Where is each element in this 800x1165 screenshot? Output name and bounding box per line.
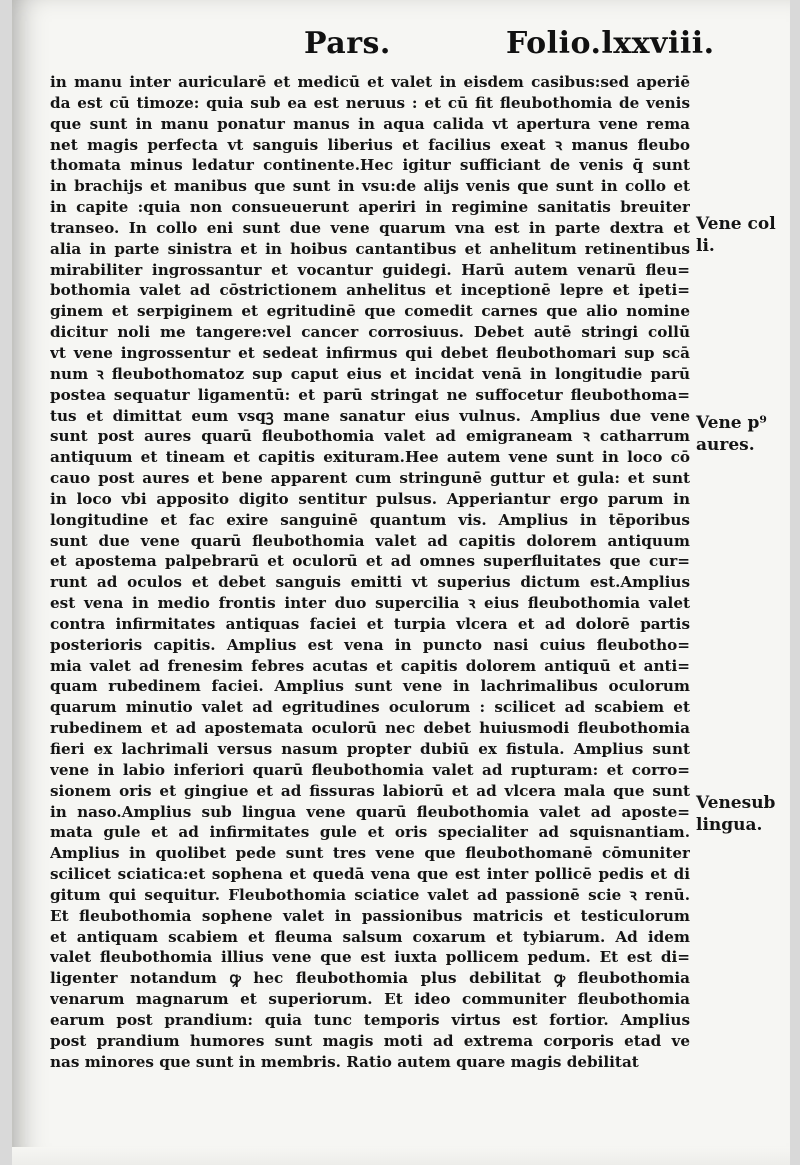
- text-line: sunt post aures quarū fleubothomia valet ad emigraneam ꝛ catharrum: [50, 427, 690, 446]
- text-line: in capite :quia non consueuerunt aperiri in regimine sanitatis breuiter: [50, 198, 690, 217]
- running-head: Pars.: [304, 26, 391, 61]
- margin-note-line: Vene p⁹: [696, 413, 767, 433]
- text-line: in loco vbi apposito digito sentitur pulsus. Apperiantur ergo parum in: [50, 489, 690, 508]
- text-line: postea sequatur ligamentū: et parū stringat ne suffocetur fleubothoma=: [50, 385, 690, 404]
- text-line: vene in labio inferiori quarū fleubothomia valet ad rupturam: et corro=: [50, 760, 690, 779]
- body-text-block: [50, 72, 690, 1073]
- text-line: et apostema palpebrarū et oculorū et ad omnes superfluitates que cur=: [50, 552, 690, 571]
- margin-note-line: li.: [696, 236, 715, 256]
- text-line: rubedinem et ad apostemata oculorū nec debet huiusmodi fleubothomia: [50, 719, 690, 738]
- text-line: nas minores que sunt in membris. Ratio autem quare magis debilitat: [50, 1052, 639, 1071]
- text-line: fieri ex lachrimali versus nasum propter dubiū ex fistula. Amplius sunt: [50, 740, 690, 758]
- text-line: valet fleubothomia illius vene que est iuxta pollicem pedum. Et est di=: [50, 948, 690, 967]
- text-line: venarum magnarum et superiorum. Et ideo communiter fleubothomia: [50, 990, 690, 1009]
- text-line: gitum qui sequitur. Fleubothomia sciatice valet ad passionē scie ꝛ renū.: [50, 885, 690, 904]
- text-line: num ꝛ fleubothomatoz sup caput eius et incidat venā in longitudie parū: [50, 364, 690, 383]
- text-line: cauo post aures et bene apparent cum stringunē guttur et gula: et sunt: [50, 469, 690, 488]
- text-line: dicitur noli me tangere:vel cancer corrosiuus. Debet autē stringi collū: [50, 323, 690, 342]
- margin-note-vene-sub-lingua: [696, 792, 788, 836]
- text-line: mata gule et ad infirmitates gule et oris specialiter ad squisnantiam.: [50, 823, 690, 842]
- text-line: ligenter notandum ꝙ hec fleubothomia plus debilitat ꝙ fleubothomia: [50, 969, 690, 988]
- page-header: [12, 22, 790, 66]
- margin-note-line: Venesub: [696, 793, 776, 813]
- text-line: scilicet sciatica:et sophena et quedā vena que est inter pollicē pedis et di: [50, 865, 690, 884]
- text-line: vt vene ingrossentur et sedeat infirmus qui debet fleubothomari sup scā: [50, 343, 690, 362]
- margin-note-vene-colli: [696, 213, 788, 257]
- margin-note-line: aures.: [696, 435, 755, 455]
- text-line: contra infirmitates antiquas faciei et turpia vlcera et ad dolorē partis: [50, 614, 690, 633]
- text-line: antiquum et tineam et capitis exituram.Hee autem vene sunt in loco cō: [50, 448, 690, 467]
- text-line: est vena in medio frontis inter duo supercilia ꝛ eius fleubothomia valet: [50, 594, 690, 613]
- text-line: quam rubedinem faciei. Amplius sunt vene in lachrimalibus oculorum: [50, 677, 690, 696]
- text-line: alia in parte sinistra et in hoibus cantantibus et anhelitum retinentibus: [50, 239, 690, 258]
- text-line: longitudine et fac exire sanguinē quantum vis. Amplius in tēporibus: [50, 510, 690, 529]
- text-line: Et fleubothomia sophene valet in passionibus matricis et testiculorum: [50, 906, 690, 925]
- text-line: post prandium humores sunt magis moti ad extrema corporis etad ve: [50, 1031, 690, 1050]
- text-line: thomata minus ledatur continente.Hec igitur sufficiant de venis q̄ sunt: [50, 156, 690, 175]
- folio-number: Folio.lxxviii.: [506, 26, 715, 61]
- text-line: Amplius in quolibet pede sunt tres vene que fleubothomanē cōmuniter: [50, 844, 690, 863]
- text-line: earum post prandium: quia tunc temporis virtus est fortior. Amplius: [50, 1010, 690, 1029]
- text-line: runt ad oculos et debet sanguis emitti vt superius dictum est.Amplius: [50, 573, 690, 592]
- text-line: in manu inter auricularē et medicū et valet in eisdem casibus:sed aperiē: [50, 73, 690, 91]
- text-line: quarum minutio valet ad egritudines oculorum : scilicet ad scabiem et: [50, 698, 690, 717]
- text-line: in naso.Amplius sub lingua vene quarū fleubothomia valet ad aposte=: [50, 802, 690, 821]
- margin-note-vene-post-aures: [696, 412, 788, 456]
- text-line: ginem et serpiginem et egritudinē que comedit carnes que alio nomine: [50, 302, 690, 321]
- text-line: sionem oris et gingiue et ad fissuras labiorū et ad vlcera mala que sunt: [50, 781, 690, 800]
- text-line: net magis perfecta vt sanguis liberius et facilius exeat ꝛ manus fleubo: [50, 135, 690, 154]
- text-line: et antiquam scabiem et fleuma salsum coxarum et tybiarum. Ad idem: [50, 927, 690, 946]
- text-line: mia valet ad frenesim febres acutas et capitis dolorem antiquū et anti=: [50, 656, 690, 675]
- text-line: sunt due vene quarū fleubothomia valet ad capitis dolorem antiquum: [50, 531, 690, 550]
- margin-note-line: Vene col: [696, 214, 776, 234]
- page-bottom-edge: [12, 1147, 790, 1165]
- margin-note-line: lingua.: [696, 815, 763, 835]
- text-line: que sunt in manu ponatur manus in aqua calida vt apertura vene rema: [50, 114, 690, 133]
- text-line: tus et dimittat eum vsqꝫ mane sanatur eius vulnus. Amplius due vene: [50, 406, 690, 425]
- text-line: mirabiliter ingrossantur et vocantur guidegi. Harū autem venarū fleu=: [50, 260, 690, 279]
- book-page: [12, 0, 790, 1165]
- text-line: bothomia valet ad cōstrictionem anhelitus et inceptionē lepre et ipeti=: [50, 281, 690, 300]
- text-line: posterioris capitis. Amplius est vena in puncto nasi cuius fleubotho=: [50, 635, 690, 654]
- text-line: transeo. In collo eni sunt due vene quarum vna est in parte dextra et: [50, 218, 690, 237]
- text-line: da est cū timoze: quia sub ea est neruus : et cū fit fleubothomia de venis: [50, 93, 690, 112]
- text-line: in brachijs et manibus que sunt in vsu:de alijs venis que sunt in collo et: [50, 177, 690, 196]
